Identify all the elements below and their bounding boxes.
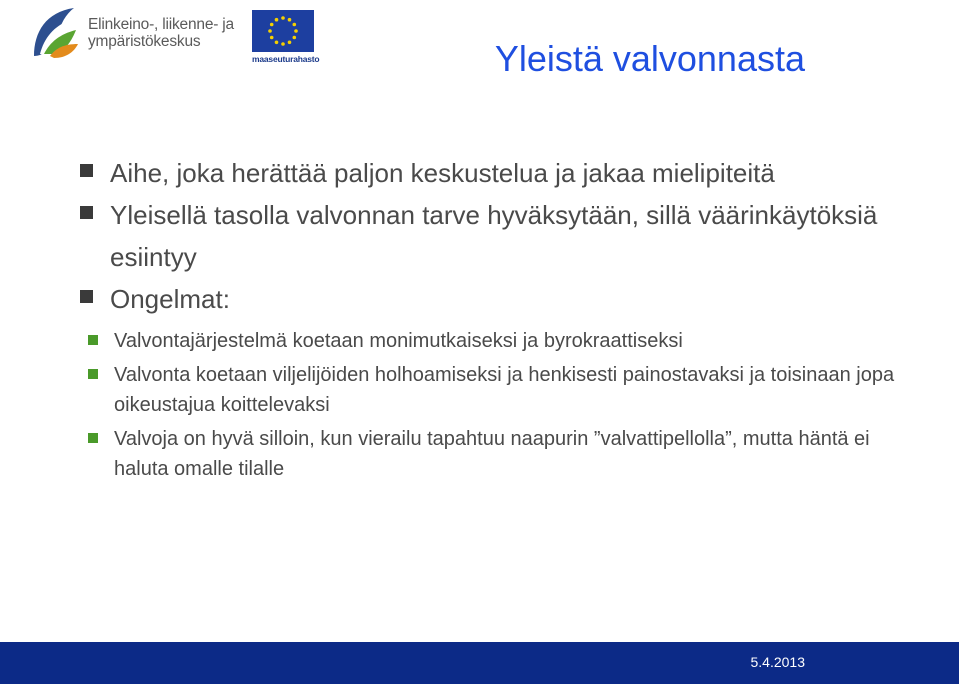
sub-bullet-text: Valvoja on hyvä silloin, kun vierailu tapahtuu naapurin ”valvattipellolla”, mutta häntä ei haluta omalle tilalle (114, 427, 870, 480)
bullet-item (80, 152, 900, 194)
bullet-item (80, 194, 900, 278)
bullet-square-icon (80, 164, 93, 177)
bullet-text: Ongelmat: (110, 284, 230, 314)
org-name (88, 16, 234, 50)
footer-bar (0, 642, 959, 684)
org-name-line2: ympäristökeskus (88, 33, 201, 50)
sub-bullet-square-icon (88, 433, 98, 443)
bullet-text: Yleisellä tasolla valvonnan tarve hyväksytään, sillä väärinkäytöksiä esiintyy (110, 200, 878, 272)
sub-bullet-text: Valvonta koetaan viljelijöiden holhoamiseksi ja henkisesti painostavaksi ja toisinaan jopa oikeustajua koittelevaksi (114, 363, 895, 416)
eu-flag-icon (252, 10, 314, 52)
sub-bullet-item (88, 360, 900, 421)
sub-bullet-item (88, 326, 900, 357)
bullet-square-icon (80, 290, 93, 303)
bullet-text: Aihe, joka herättää paljon keskustelua ja jakaa mielipiteitä (110, 158, 775, 188)
sub-bullet-text: Valvontajärjestelmä koetaan monimutkaiseksi ja byrokraattiseksi (114, 330, 683, 352)
org-name-line1: Elinkeino-, liikenne- ja (88, 16, 234, 33)
eu-caption: maaseuturahasto (252, 54, 320, 64)
eu-logo (252, 10, 318, 66)
slide-content (80, 152, 900, 485)
sub-bullet-list (0, 326, 900, 485)
sub-bullet-square-icon (88, 335, 98, 345)
bullet-item (80, 278, 900, 320)
slide-title: Yleistä valvonnasta (494, 38, 805, 79)
bullet-square-icon (80, 206, 93, 219)
sub-bullet-item (88, 424, 900, 485)
slide-date: 5.4.2013 (750, 654, 805, 670)
sub-bullet-square-icon (88, 369, 98, 379)
ely-leaf-icon (30, 4, 82, 60)
